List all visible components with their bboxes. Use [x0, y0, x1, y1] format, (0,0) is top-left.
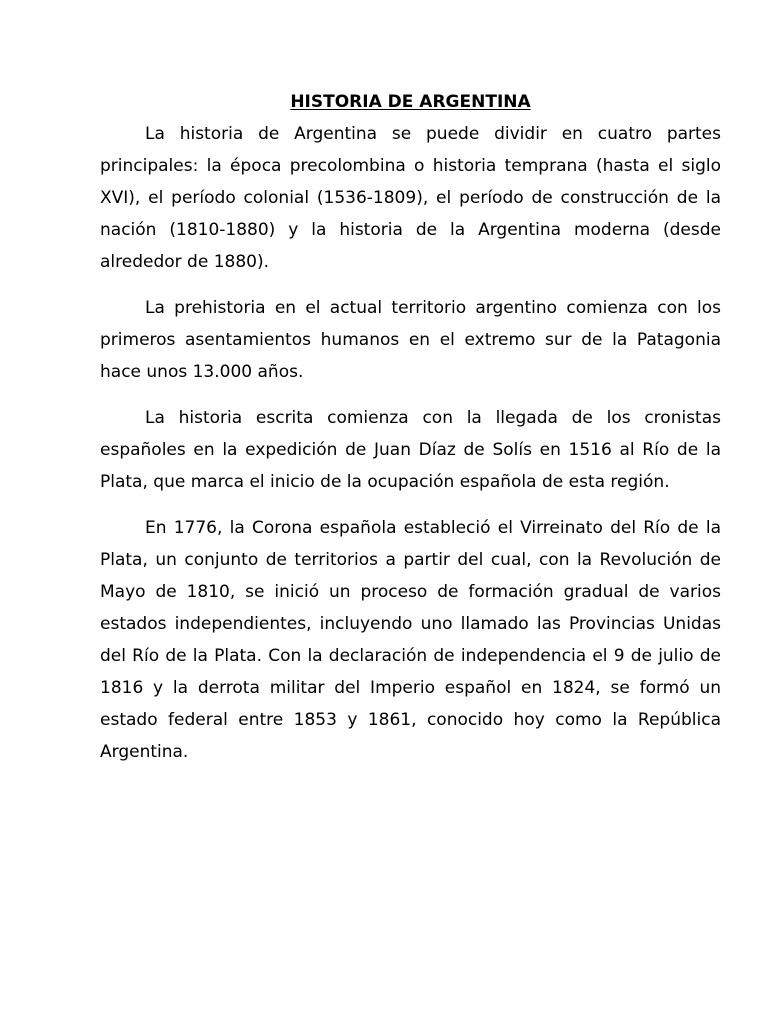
document-page: [100, 88, 721, 782]
paragraph-viceroyalty: En 1776, la Corona española estableció el Virreinato del Río de la Plata, un conjunto de territorios a partir del cual, con la Revolución de Mayo de 1810, se inició un proceso de formación gradual de varios estados independientes, incluyendo uno llamado las Provincias Unidas del Río de la Plata. Con la declaración de independencia el 9 de julio de 1816 y la derrota militar del Imperio español en 1824, se formó un estado federal entre 1853 y 1861, conocido hoy como la República Argentina.: [100, 518, 721, 762]
paragraph-intro: La historia de Argentina se puede dividir en cuatro partes principales: la época precolombina o historia temprana (hasta el siglo XVI), el período colonial (1536-1809), el período de construcción de la nación (1810-1880) y la historia de la Argentina moderna (desde alrededor de 1880).: [100, 124, 721, 272]
paragraph-prehistory: La prehistoria en el actual territorio argentino comienza con los primeros asentamientos humanos en el extremo sur de la Patagonia hace unos 13.000 años.: [100, 298, 721, 382]
document-title: HISTORIA DE ARGENTINA: [290, 92, 531, 112]
paragraph-written-history: La historia escrita comienza con la llegada de los cronistas españoles en la expedición de Juan Díaz de Solís en 1516 al Río de la Plata, que marca el inicio de la ocupación española de esta región.: [100, 408, 721, 492]
